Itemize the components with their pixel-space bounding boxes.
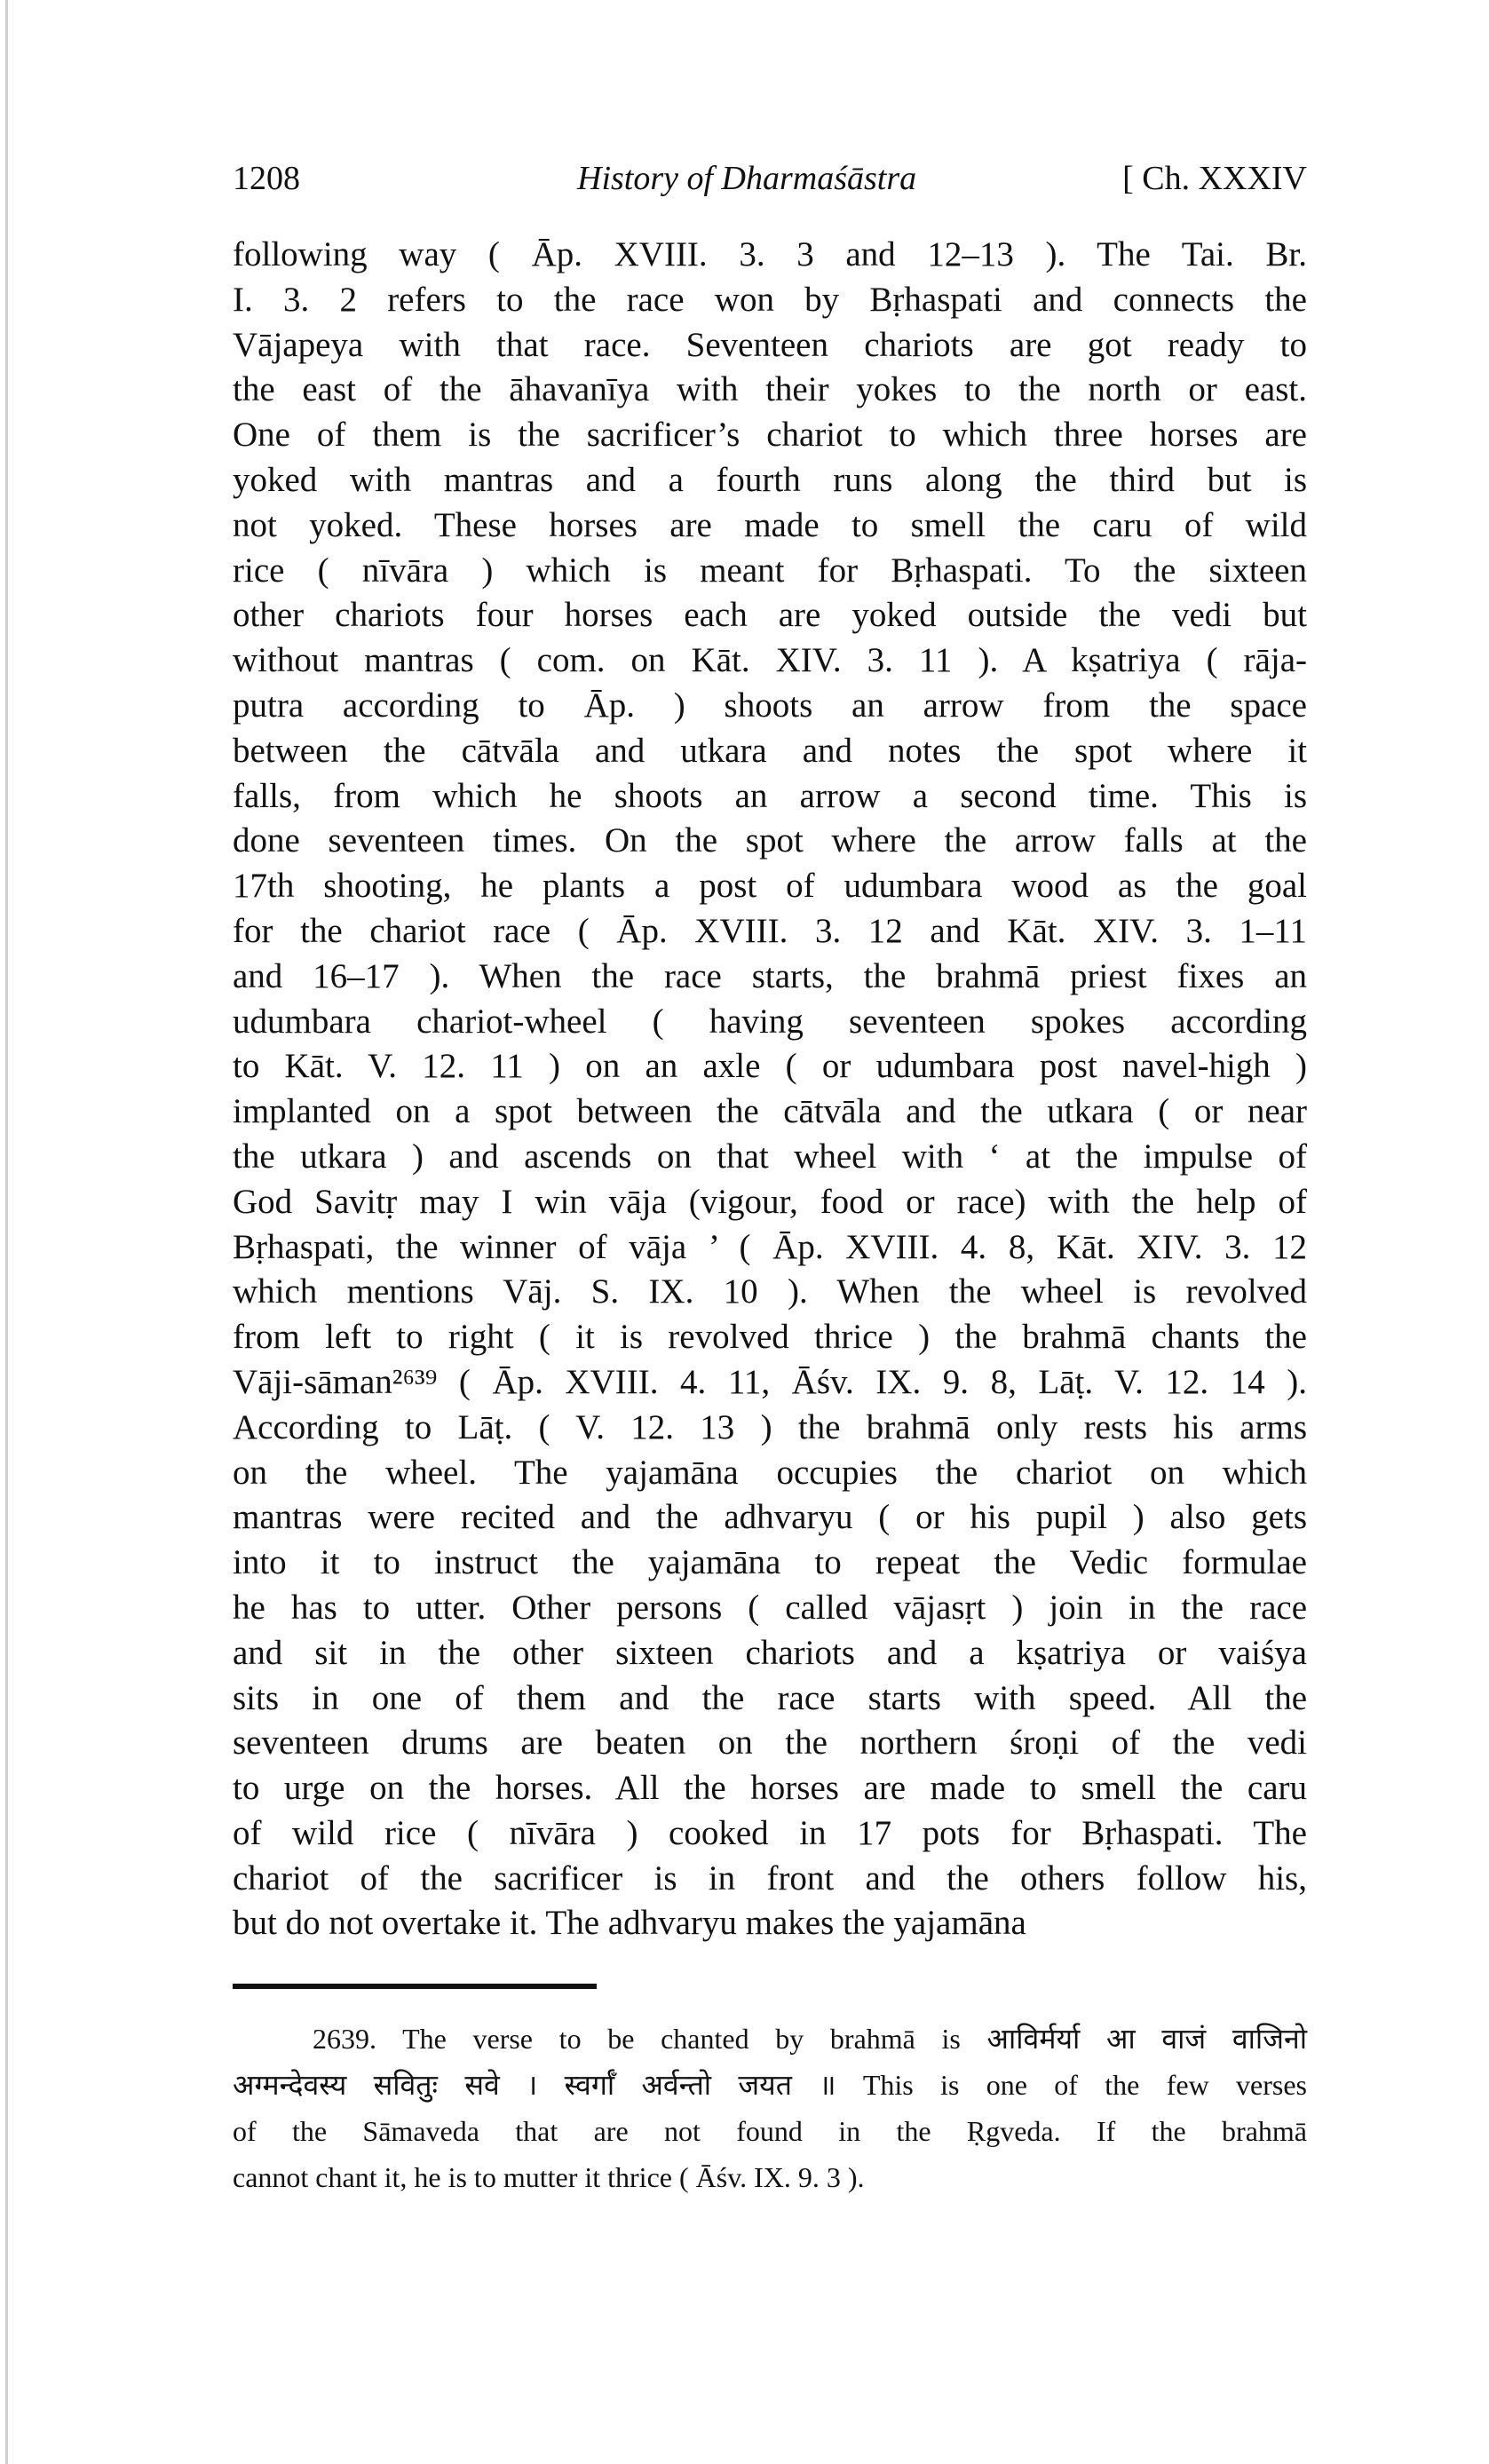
body-line: which mentions Vāj. S. IX. 10 ). When the wheel is revolved: [233, 1272, 1307, 1311]
running-title: History of Dharmaśāstra: [577, 160, 917, 197]
footnote-rule: [233, 1984, 597, 1989]
body-line: into it to instruct the yajamāna to repeat the Vedic formulae: [233, 1543, 1307, 1582]
body-line: not yoked. These horses are made to smell the caru of wild: [233, 505, 1307, 544]
body-line: without mantras ( com. on Kāt. XIV. 3. 11 ). A kṣatriya ( rāja-: [233, 641, 1307, 680]
body-line: Vāji-sāman²⁶³⁹ ( Āp. XVIII. 4. 11, Āśv. IX. 9. 8, Lāṭ. V. 12. 14 ).: [233, 1362, 1307, 1401]
body-line: yoked with mantras and a fourth runs along the third but is: [233, 460, 1307, 499]
body-line: but do not overtake it. The adhvaryu makes the yajamāna: [233, 1904, 1026, 1943]
footnote: [233, 2016, 1307, 2200]
body-line: to Kāt. V. 12. 11 ) on an axle ( or udumbara post navel-high ): [233, 1047, 1307, 1086]
body-line: udumbara chariot-wheel ( having seventeen spokes according: [233, 1002, 1307, 1041]
body-line: mantras were recited and the adhvaryu ( or his pupil ) also gets: [233, 1498, 1307, 1537]
body-line: following way ( Āp. XVIII. 3. 3 and 12–13 ). The Tai. Br.: [233, 235, 1307, 273]
page-header: [233, 156, 1307, 201]
body-line: he has to utter. Other persons ( called vājasṛt ) join in the race: [233, 1588, 1307, 1627]
body-line: rice ( nīvāra ) which is meant for Bṛhaspati. To the sixteen: [233, 551, 1307, 590]
body-line: falls, from which he shoots an arrow a second time. This is: [233, 776, 1307, 815]
body-line: 17th shooting, he plants a post of udumbara wood as the goal: [233, 867, 1307, 906]
footnote-line: of the Sāmaveda that are not found in the Ṛgveda. If the brahmā: [233, 2115, 1307, 2147]
body-line: God Savitṛ may I win vāja (vigour, food or race) with the help of: [233, 1182, 1307, 1221]
body-line: One of them is the sacrificer’s chariot to which three horses are: [233, 416, 1307, 455]
page-number: 1208: [233, 160, 300, 197]
body-line: sits in one of them and the race starts with speed. All the: [233, 1678, 1307, 1717]
body-line: chariot of the sacrificer is in front and the others follow his,: [233, 1858, 1307, 1898]
footnote-line: 2639. The verse to be chanted by brahmā is आविर्मर्या आ वाजं वाजिनो: [313, 2023, 1307, 2055]
chapter-label: [ Ch. XXXIV: [1122, 160, 1307, 197]
body-line: and 16–17 ). When the race starts, the brahmā priest fixes an: [233, 956, 1307, 995]
body-line: between the cātvāla and utkara and notes the spot where it: [233, 731, 1307, 770]
body-line: of wild rice ( nīvāra ) cooked in 17 pots for Bṛhaspati. The: [233, 1813, 1307, 1852]
body-line: done seventeen times. On the spot where the arrow falls at the: [233, 821, 1307, 860]
body-line: other chariots four horses each are yoked outside the vedi but: [233, 596, 1307, 635]
body-line: According to Lāṭ. ( V. 12. 13 ) the brahmā only rests his arms: [233, 1407, 1307, 1446]
body-line: Vājapeya with that race. Seventeen chariots are got ready to: [233, 325, 1307, 364]
body-line: implanted on a spot between the cātvāla and the utkara ( or near: [233, 1092, 1307, 1131]
body-line: Bṛhaspati, the winner of vāja ’ ( Āp. XVIII. 4. 8, Kāt. XIV. 3. 12: [233, 1227, 1307, 1266]
body-line: putra according to Āp. ) shoots an arrow from the space: [233, 685, 1307, 725]
body-line: from left to right ( it is revolved thrice ) the brahmā chants the: [233, 1318, 1307, 1357]
body-line: and sit in the other sixteen chariots and a kṣatriya or vaiśya: [233, 1633, 1307, 1672]
body-line: I. 3. 2 refers to the race won by Bṛhaspati and connects the: [233, 280, 1307, 319]
footnote-line: cannot chant it, he is to mutter it thrice ( Āśv. IX. 9. 3 ).: [233, 2161, 865, 2193]
body-line: for the chariot race ( Āp. XVIII. 3. 12 and Kāt. XIV. 3. 1–11: [233, 911, 1307, 950]
scan-edge-line: [5, 0, 8, 2464]
body-line: to urge on the horses. All the horses are made to smell the caru: [233, 1769, 1307, 1808]
body-line: on the wheel. The yajamāna occupies the chariot on which: [233, 1453, 1307, 1492]
body-line: the utkara ) and ascends on that wheel with ‘ at the impulse of: [233, 1137, 1307, 1176]
body-text: [233, 233, 1307, 1946]
body-line: the east of the āhavanīya with their yokes to the north or east.: [233, 370, 1307, 409]
body-line: seventeen drums are beaten on the northern śroṇi of the vedi: [233, 1723, 1307, 1763]
footnote-line: अग्मन्देवस्य सवितुः सवे । स्वर्गाँ अर्वन्तो जयत ॥ This is one of the few verses: [233, 2069, 1307, 2101]
